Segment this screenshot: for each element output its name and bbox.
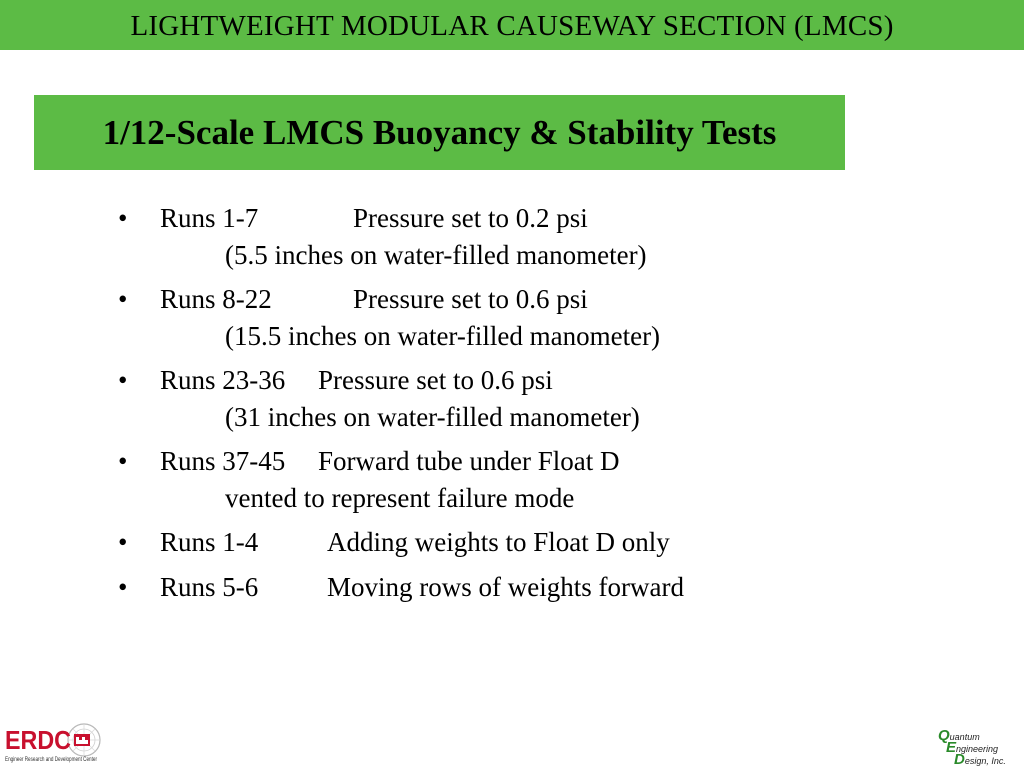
top-banner xyxy=(0,0,1024,50)
run-item-2 xyxy=(118,281,878,354)
bullet-icon: • xyxy=(118,284,128,314)
run-description: Pressure set to 0.2 psi xyxy=(353,203,588,233)
quantum-engineering-design-logo-icon xyxy=(938,728,1018,766)
run-range: Runs 37-45 xyxy=(160,446,286,476)
qed-engineering-text: ngineering xyxy=(956,744,999,754)
run-item-5 xyxy=(118,524,878,561)
erdc-caption: Engineer Research and Development Center xyxy=(5,757,97,763)
run-detail: (15.5 inches on water-filled manometer) xyxy=(225,321,661,351)
runs-list xyxy=(118,200,878,614)
run-item-3 xyxy=(118,362,878,435)
bullet-icon: • xyxy=(118,203,128,233)
slide-title: 1/12-Scale LMCS Buoyancy & Stability Tests xyxy=(102,113,777,152)
qed-quantum-text: uantum xyxy=(949,732,980,742)
run-item-1 xyxy=(118,200,878,273)
bullet-icon: • xyxy=(118,446,128,476)
erdc-logo-icon xyxy=(4,722,102,764)
erdc-wordmark: ERDC xyxy=(5,725,72,755)
run-range: Runs 1-4 xyxy=(160,527,259,557)
bullet-icon: • xyxy=(118,572,128,602)
run-description: Forward tube under Float D xyxy=(318,446,620,476)
run-range: Runs 1-7 xyxy=(160,203,259,233)
qed-q-letter: Q xyxy=(938,727,950,744)
run-item-6 xyxy=(118,569,878,606)
run-detail: (5.5 inches on water-filled manometer) xyxy=(225,240,647,270)
erdc-logo-graphic xyxy=(4,722,102,764)
run-description: Pressure set to 0.6 psi xyxy=(353,284,588,314)
qed-design-text: esign, Inc. xyxy=(964,756,1006,766)
banner-title: LIGHTWEIGHT MODULAR CAUSEWAY SECTION (LMCS) xyxy=(130,9,894,42)
run-range: Runs 5-6 xyxy=(160,572,259,602)
run-detail: (31 inches on water-filled manometer) xyxy=(225,402,640,432)
slide-title-box xyxy=(34,95,845,170)
bullet-icon: • xyxy=(118,527,128,557)
bullet-icon: • xyxy=(118,365,128,395)
qed-d-letter: D xyxy=(954,751,965,768)
run-detail: vented to represent failure mode xyxy=(225,483,575,513)
run-description: Pressure set to 0.6 psi xyxy=(318,365,553,395)
run-description: Adding weights to Float D only xyxy=(327,527,670,557)
run-range: Runs 23-36 xyxy=(160,365,286,395)
qed-e-letter: E xyxy=(946,739,957,756)
run-item-4 xyxy=(118,443,878,516)
run-range: Runs 8-22 xyxy=(160,284,272,314)
run-description: Moving rows of weights forward xyxy=(327,572,684,602)
